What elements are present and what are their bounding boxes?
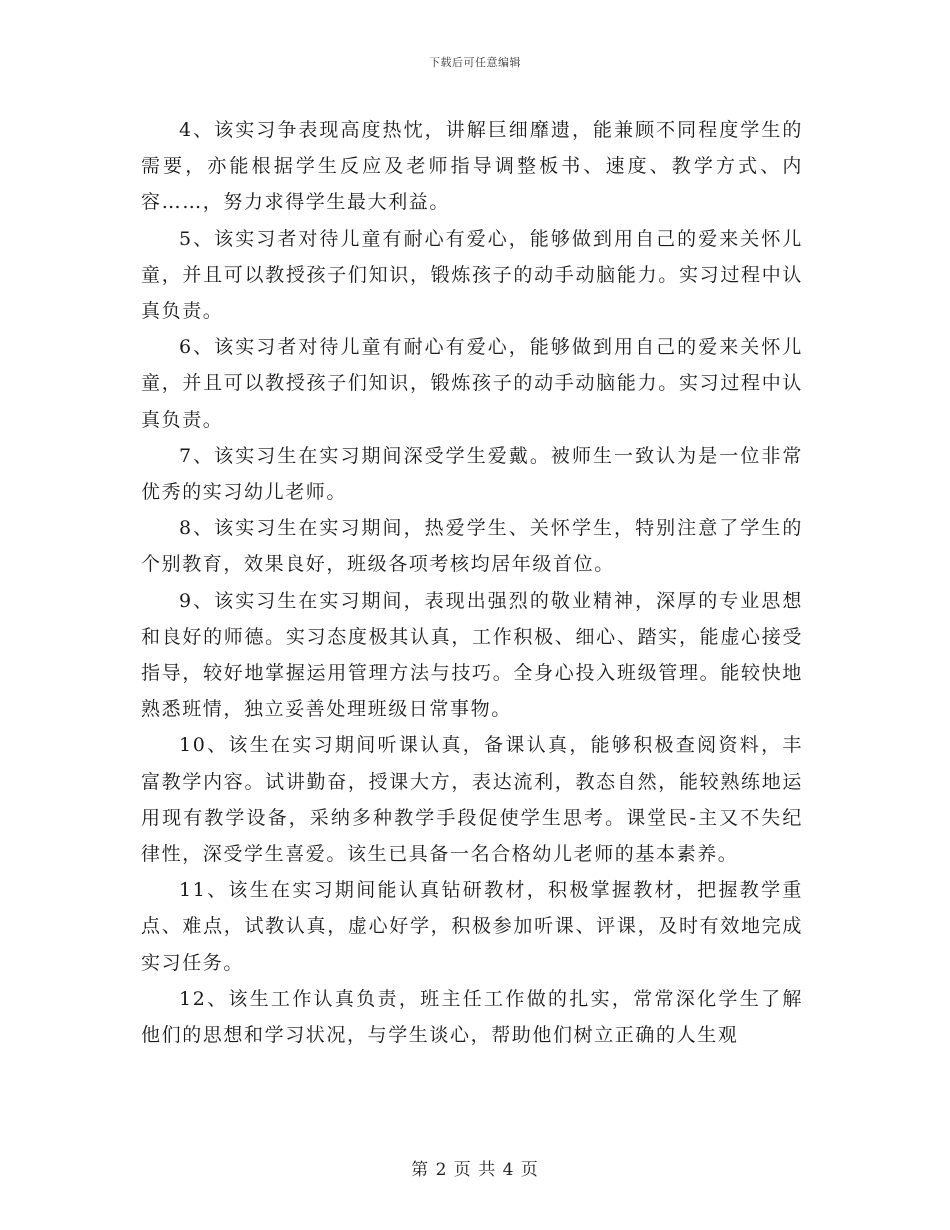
paragraph-5: 5、该实习者对待儿童有耐心有爱心，能够做到用自己的爱来关怀儿童，并且可以教授孩子们知识，锻炼孩子的动手动脑能力。实习过程中认真负责。 — [141, 227, 803, 323]
paragraph-10: 10、该生在实习期间听课认真，备课认真，能够积极查阅资料，丰富教学内容。试讲勤奋，授课大方，表达流利，教态自然，能较熟练地运用现有教学设备，采纳多种教学手段促使学生思考。课堂民-主又不失纪律性，深受学生喜爱。该生已具备一名合格幼儿老师的基本素养。 — [141, 734, 803, 866]
paragraph-12: 12、该生工作认真负责，班主任工作做的扎实，常常深化学生了解他们的思想和学习状况，与学生谈心，帮助他们树立正确的人生观 — [141, 987, 803, 1047]
paragraph-7: 7、该实习生在实习期间深受学生爱戴。被师生一致认为是一位非常优秀的实习幼儿老师。 — [141, 444, 803, 504]
paragraph-11: 11、该生在实习期间能认真钻研教材，积极掌握教材，把握教学重点、难点，试教认真，虚心好学，积极参加听课、评课，及时有效地完成实习任务。 — [141, 879, 803, 974]
document-body — [141, 112, 803, 1053]
page-header: 下载后可任意编辑 — [429, 56, 521, 69]
paragraph-9: 9、该实习生在实习期间，表现出强烈的敬业精神，深厚的专业思想和良好的师德。实习态度极其认真，工作积极、细心、踏实，能虚心接受指导，较好地掌握运用管理方法与技巧。全身心投入班级管理。能较快地熟悉班情，独立妥善处理班级日常事物。 — [141, 589, 803, 721]
paragraph-6: 6、该实习者对待儿童有耐心有爱心，能够做到用自己的爱来关怀儿童，并且可以教授孩子们知识，锻炼孩子的动手动脑能力。实习过程中认真负责。 — [141, 336, 803, 431]
page-footer: 第 2 页 共 4 页 — [411, 1160, 539, 1180]
paragraph-8: 8、该实习生在实习期间，热爱学生、关怀学生，特别注意了学生的个别教育，效果良好，班级各项考核均居年级首位。 — [141, 517, 803, 576]
paragraph-4: 4、该实习争表现高度热忱，讲解巨细靡遗，能兼顾不同程度学生的需要，亦能根据学生反应及老师指导调整板书、速度、教学方式、内容……，努力求得学生最大利益。 — [141, 119, 803, 214]
